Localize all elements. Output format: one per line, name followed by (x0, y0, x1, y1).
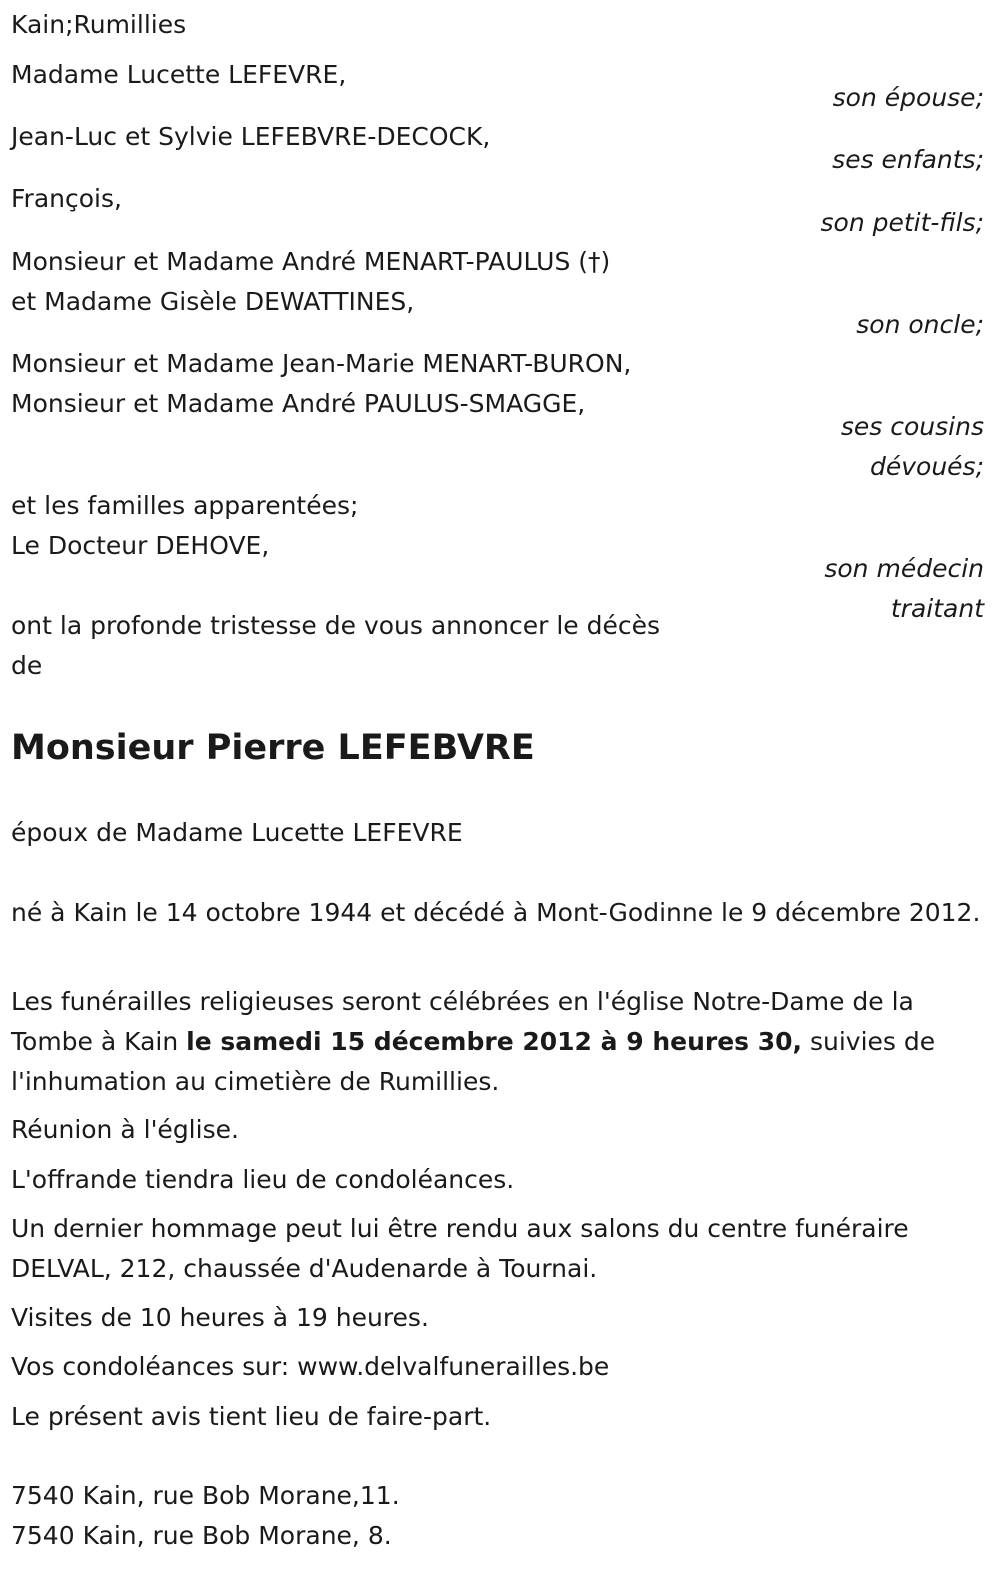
relation-cousins-line2: dévoués; (869, 452, 984, 481)
funeral-paragraph (11, 982, 986, 1102)
family-children-names: Jean-Luc et Sylvie LEFEBVRE-DECOCK, (11, 122, 491, 151)
relation-cousins-line1: ses cousins (840, 412, 984, 441)
relation-children: ses enfants; (832, 145, 984, 174)
deceased-name: Monsieur Pierre LEFEBVRE (11, 728, 535, 768)
family-spouse-name: Madame Lucette LEFEVRE, (11, 60, 347, 89)
family-cousins-line1: Monsieur et Madame Jean-Marie MENART-BURON, (11, 349, 632, 378)
relation-grandson: son petit-fils; (820, 208, 984, 237)
detail-meeting: Réunion à l'église. (11, 1115, 239, 1144)
address-2: 7540 Kain, rue Bob Morane, 8. (11, 1521, 392, 1550)
relation-doctor-line2: traitant (890, 594, 984, 623)
family-uncle-line2: et Madame Gisèle DEWATTINES, (11, 287, 415, 316)
funeral-text-after: suivies de l'inhumation au cimetière de Rumillies. (11, 1027, 936, 1096)
funeral-text-before: Les funérailles religieuses seront célébrées en l'église Notre-Dame de la Tombe à Kain (11, 987, 914, 1056)
relation-spouse: son épouse; (832, 83, 984, 112)
location-header: Kain;Rumillies (11, 10, 187, 39)
announcement-line2: de (11, 651, 43, 680)
relation-doctor-line1: son médecin (824, 554, 984, 583)
detail-visits: Visites de 10 heures à 19 heures. (11, 1303, 429, 1332)
funeral-date: le samedi 15 décembre 2012 à 9 heures 30, (186, 1027, 803, 1056)
family-uncle-line1: Monsieur et Madame André MENART-PAULUS (†) (11, 247, 611, 276)
family-cousins-line2: Monsieur et Madame André PAULUS-SMAGGE, (11, 389, 586, 418)
relation-uncle: son oncle; (856, 310, 984, 339)
address-1: 7540 Kain, rue Bob Morane,11. (11, 1481, 400, 1510)
announcement-line1: ont la profonde tristesse de vous annoncer le décès (11, 611, 661, 640)
family-doctor-line: Le Docteur DEHOVE, (11, 531, 270, 560)
spouse-line: époux de Madame Lucette LEFEVRE (11, 818, 463, 847)
birth-death-paragraph: né à Kain le 14 octobre 1944 et décédé à Mont-Godinne le 9 décembre 2012. (11, 898, 981, 927)
detail-condolences: Vos condoléances sur: www.delvalfunerailles.be (11, 1352, 610, 1381)
family-grandson-name: François, (11, 184, 122, 213)
family-related-line1: et les familles apparentées; (11, 491, 359, 520)
detail-notice: Le présent avis tient lieu de faire-part. (11, 1402, 492, 1431)
detail-tribute: Un dernier hommage peut lui être rendu aux salons du centre funéraire DELVAL, 212, chaussée d'Audenarde à Tournai. (11, 1214, 909, 1283)
detail-offering: L'offrande tiendra lieu de condoléances. (11, 1165, 515, 1194)
